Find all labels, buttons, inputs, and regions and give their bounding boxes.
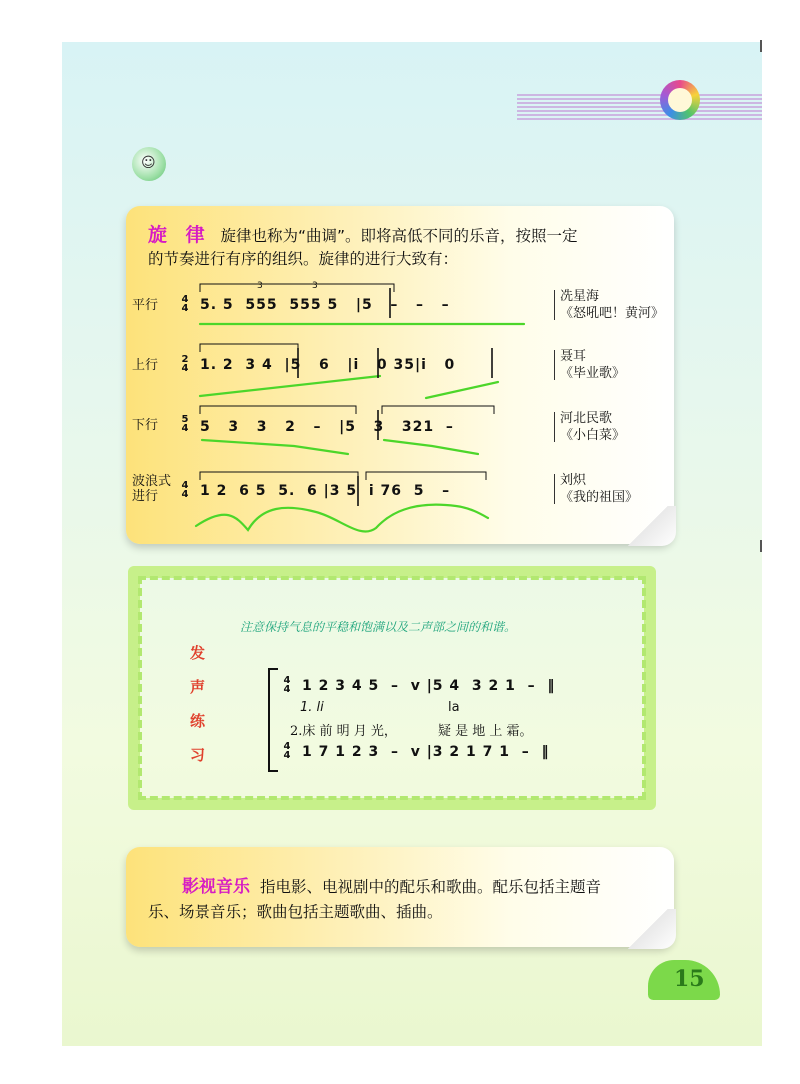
contour-descending-1 [202, 440, 348, 454]
triplet-mark: 3 [312, 281, 318, 291]
decorative-stripes [517, 94, 762, 122]
phrase-bracket [366, 472, 486, 480]
page-number: 15 [674, 966, 705, 992]
time-signature: 4 4 [283, 675, 291, 695]
lyric-2-right: 疑 是 地 上 霜。 [438, 724, 533, 739]
film-music-text [148, 875, 648, 925]
film-music-line2: 乐、场景音乐；歌曲包括主题歌曲、插曲。 [148, 903, 443, 921]
notation-ascending: 1. 2 3 4 |5 6 |i 0 35|i 0 [200, 357, 456, 373]
row-label-descending: 下行 [132, 418, 159, 433]
song-title: 《我的祖国》 [560, 490, 639, 505]
film-music-heading: 影视音乐 [182, 877, 250, 897]
crop-mark [760, 40, 762, 52]
row-label-parallel: 平行 [132, 298, 159, 313]
page-curl [620, 909, 676, 949]
lyric-1-left: 1. li [300, 700, 324, 715]
phrase-bracket [200, 472, 358, 480]
notation-wave: 1 2 6 5 5. 6 |3 5 i 76 5 – [200, 483, 451, 499]
side-char: 练 [190, 712, 206, 730]
melodic-contour-lines [126, 206, 674, 544]
phrase-bracket [200, 406, 356, 414]
phrase-bracket [382, 406, 494, 414]
contour-descending-2 [384, 440, 478, 454]
melody-card [126, 206, 674, 544]
melody-heading: 旋 律 [148, 224, 211, 246]
song-title: 《怒吼吧！黄河》 [560, 306, 665, 321]
side-char: 习 [190, 746, 206, 764]
phrase-bracket [200, 284, 394, 292]
upper-part-notation: 1 2 3 4 5 – v |5 4 3 2 1 – ‖ [302, 678, 556, 694]
time-signature: 5 4 [181, 414, 189, 434]
row-label-wave: 波浪式 进行 [132, 474, 172, 504]
row-label-ascending: 上行 [132, 358, 159, 373]
composer: 聂耳 [560, 349, 587, 364]
film-music-card [126, 847, 674, 947]
melody-intro-line2: 的节奏进行有序的组织。旋律的进行大致有： [148, 250, 459, 268]
crop-mark [760, 540, 762, 552]
time-signature: 4 4 [283, 741, 291, 761]
contour-wave [196, 505, 488, 532]
time-signature: 4 4 [181, 480, 189, 500]
contour-ascending-2 [426, 382, 498, 398]
notation-descending: 5 3 3 2 – |5 3 321 – [200, 419, 454, 435]
page-number-badge [648, 960, 728, 1006]
lyric-1-right: la [448, 700, 460, 715]
triplet-mark: 3 [257, 281, 263, 291]
phrase-bracket [200, 344, 298, 352]
mascot-icon: ☺ [132, 147, 166, 181]
side-char: 声 [190, 678, 206, 696]
composer: 冼星海 [560, 289, 600, 304]
contour-ascending-1 [200, 376, 380, 396]
song-title: 《毕业歌》 [560, 366, 626, 381]
system-brace [268, 668, 278, 772]
exercise-tip: 注意保持气息的平稳和饱满以及二声部之间的和谐。 [240, 620, 517, 634]
composer: 刘炽 [560, 473, 587, 488]
lower-part-notation: 1 7 1 2 3 – v |3 2 1 7 1 – ‖ [302, 744, 550, 760]
music-note-logo-icon [660, 80, 700, 120]
composer: 河北民歌 [560, 411, 613, 426]
page-curl [620, 506, 676, 546]
melody-intro-line1: 旋律也称为“曲调”。即将高低不同的乐音，按照一定 [220, 227, 578, 245]
notation-parallel: 5. 5 555 555 5 |5 – – – [200, 297, 450, 313]
side-char: 发 [190, 644, 206, 662]
time-signature: 2 4 [181, 354, 189, 374]
time-signature: 4 4 [181, 294, 189, 314]
song-title: 《小白菜》 [560, 428, 626, 443]
film-music-line1: 指电影、电视剧中的配乐和歌曲。配乐包括主题音 [260, 878, 602, 896]
lyric-2-left: 2.床 前 明 月 光， [290, 724, 397, 739]
